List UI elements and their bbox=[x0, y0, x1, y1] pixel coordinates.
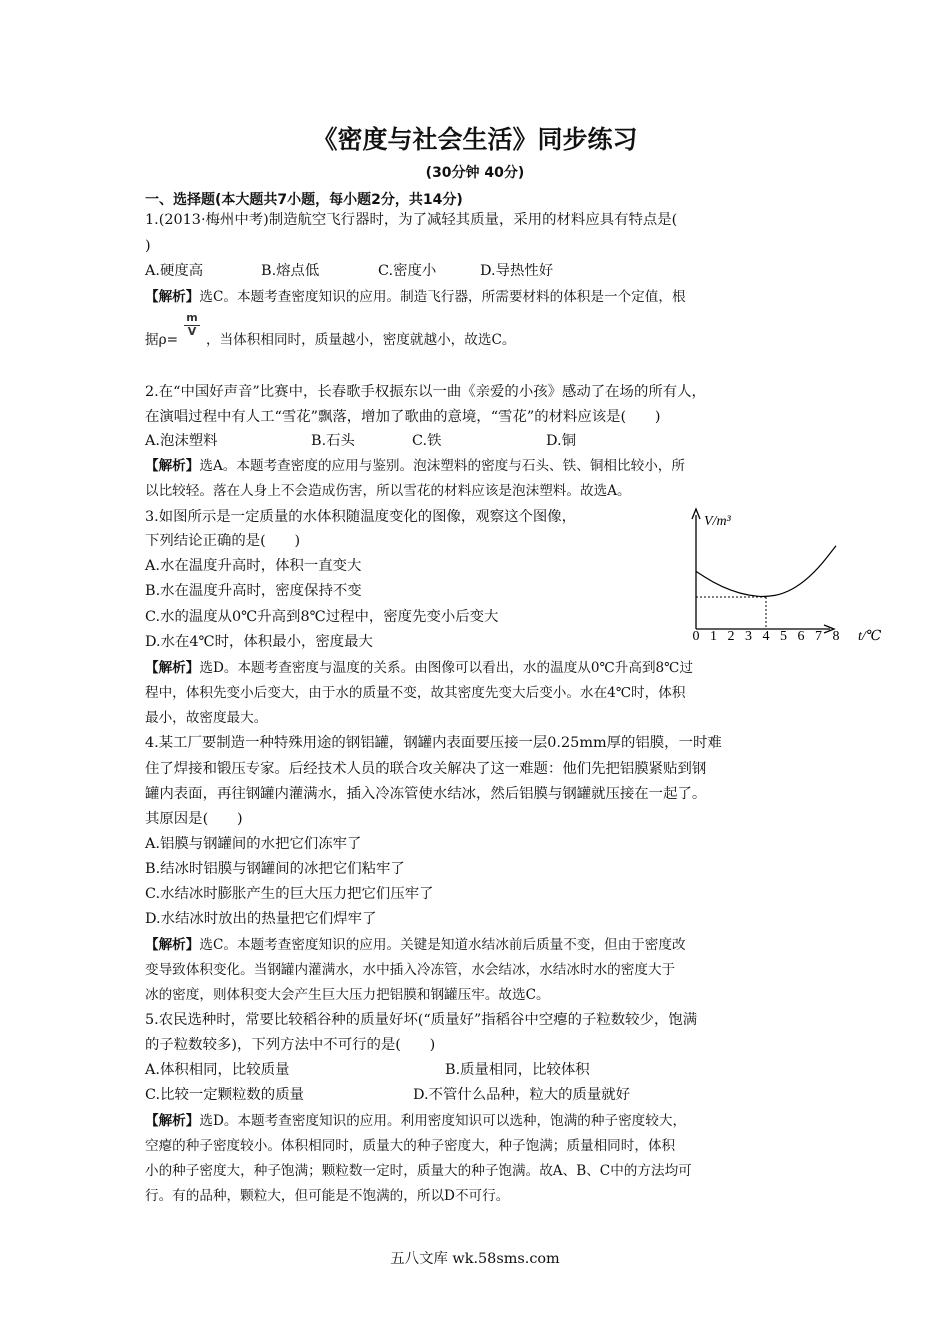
q2-option-b: B.石头 bbox=[311, 433, 355, 449]
section-heading: 一、选择题(本大题共7小题，每小题2分，共14分) bbox=[145, 192, 463, 208]
answer-tag: 【解析】 bbox=[145, 289, 200, 305]
q3-answer-line1: 【解析】选D。本题考查密度与温度的关系。由图像可以看出，水的温度从0℃升高到8℃过 bbox=[145, 660, 693, 676]
q4-option-a: A.铝膜与钢罐间的水把它们冻牢了 bbox=[145, 836, 362, 852]
q4-answer-line3: 冰的密度，则体积变大会产生巨大压力把铝膜和钢罐压牢。故选C。 bbox=[145, 987, 550, 1003]
q3-option-b: B.水在温度升高时，密度保持不变 bbox=[145, 583, 362, 599]
q4-stem-line2: 住了焊接和锻压专家。后经技术人员的联合攻关解决了这一难题：他们先把铝膜紧贴到钢 bbox=[145, 761, 707, 777]
q1-option-a: A.硬度高 bbox=[145, 263, 204, 279]
q5-answer-line4: 行。有的品种，颗粒大，但可能是不饱满的，所以D不可行。 bbox=[145, 1188, 510, 1204]
answer-tag: 【解析】 bbox=[145, 1113, 200, 1129]
q3-option-c: C.水的温度从0℃升高到8℃过程中，密度先变小后变大 bbox=[145, 609, 499, 625]
q1-fraction: m V bbox=[184, 312, 200, 338]
q5-option-c: C.比较一定颗粒数的质量 bbox=[145, 1087, 304, 1103]
q5-option-d: D.不管什么品种，粒大的质量就好 bbox=[413, 1087, 631, 1103]
footer-watermark: 五八文库 wk.58sms.com bbox=[390, 1251, 560, 1267]
page-title: 《密度与社会生活》同步练习 bbox=[312, 125, 638, 154]
q1-option-d: D.导热性好 bbox=[480, 263, 554, 279]
answer-tag: 【解析】 bbox=[145, 458, 200, 474]
q2-answer-line1: 【解析】选A。本题考查密度的应用与鉴别。泡沫塑料的密度与石头、铁、铜相比较小，所 bbox=[145, 458, 685, 474]
q5-stem-line1: 5.农民选种时，常要比较稻谷种的质量好坏(“质量好”指稻谷中空瘪的子粒数较少，饱满 bbox=[145, 1012, 698, 1028]
x-tick-label: 5 bbox=[780, 629, 787, 644]
q4-stem-line4: 其原因是( ) bbox=[145, 811, 243, 827]
x-tick-label: 1 bbox=[710, 629, 717, 644]
q5-answer-line2: 空瘪的种子密度较小。体积相同时，质量大的种子密度大，种子饱满；质量相同时，体积 bbox=[145, 1138, 676, 1154]
q2-stem-line2: 在演唱过程中有人工“雪花”飘落，增加了歌曲的意境，“雪花”的材料应该是( ) bbox=[145, 409, 661, 425]
q2-option-a: A.泡沫塑料 bbox=[145, 433, 218, 449]
x-tick-label: 6 bbox=[797, 629, 805, 644]
q4-answer-line2: 变导致体积变化。当钢罐内灌满水，水中插入冷冻管，水会结冰，水结冰时水的密度大于 bbox=[145, 962, 676, 978]
q2-option-d: D.铜 bbox=[546, 433, 576, 449]
x-tick-labels bbox=[693, 629, 840, 644]
q5-option-a: A.体积相同，比较质量 bbox=[145, 1062, 290, 1078]
page-subtitle: (30分钟 40分) bbox=[425, 165, 525, 181]
q1-option-b: B.熔点低 bbox=[261, 263, 320, 279]
q4-option-b: B.结冰时铝膜与钢罐间的冰把它们粘牢了 bbox=[145, 861, 405, 877]
q1-stem-line2: ) bbox=[145, 238, 151, 254]
q2-option-c: C.铁 bbox=[412, 433, 442, 449]
q2-stem-line1: 2.在“中国好声音”比赛中，长春歌手权振东以一曲《亲爱的小孩》感动了在场的所有人， bbox=[145, 384, 706, 400]
y-axis-label: V/m³ bbox=[704, 514, 731, 529]
volume-temperature-chart bbox=[684, 505, 894, 655]
q4-stem-line1: 4.某工厂要制造一种特殊用途的钢铝罐，钢罐内表面要压接一层0.25mm厚的铝膜，一时难 bbox=[145, 735, 722, 751]
q5-stem-line2: 的子粒数较多)，下列方法中不可行的是( ) bbox=[145, 1037, 436, 1053]
q4-answer-line1: 【解析】选C。本题考查密度知识的应用。关键是知道水结冰前后质量不变，但由于密度改 bbox=[145, 937, 686, 953]
volume-curve bbox=[696, 546, 836, 597]
q5-option-b: B.质量相同，比较体积 bbox=[445, 1062, 590, 1078]
q5-answer-line1: 【解析】选D。本题考查密度知识的应用。利用密度知识可以选种，饱满的种子密度较大， bbox=[145, 1113, 687, 1129]
q4-stem-line3: 罐内表面，再往钢罐内灌满水，插入冷冻管使水结冰，然后铝膜与钢罐就压接在一起了。 bbox=[145, 786, 707, 802]
answer-tag: 【解析】 bbox=[145, 937, 200, 953]
x-tick-label: 2 bbox=[727, 629, 735, 644]
q2-answer-line2: 以比较轻。落在人身上不会造成伤害，所以雪花的材料应该是泡沫塑料。故选A。 bbox=[145, 483, 631, 499]
q1-answer-line1: 【解析】选C。本题考查密度知识的应用。制造飞行器，所需要材料的体积是一个定值，根 bbox=[145, 289, 686, 305]
q1-option-c: C.密度小 bbox=[378, 263, 437, 279]
q1-answer-line2: ，当体积相同时，质量越小，密度就越小，故选C。 bbox=[206, 332, 516, 348]
q1-stem-line1: 1.(2013·梅州中考)制造航空飞行器时，为了减轻其质量，采用的材料应具有特点是( bbox=[145, 212, 678, 228]
q3-stem-line1: 3.如图所示是一定质量的水体积随温度变化的图像，观察这个图像， bbox=[145, 509, 577, 525]
q3-stem-line2: 下列结论正确的是( ) bbox=[145, 533, 301, 549]
q3-answer-line3: 最小，故密度最大。 bbox=[145, 710, 268, 726]
q4-option-d: D.水结冰时放出的热量把它们焊牢了 bbox=[145, 911, 377, 927]
q3-option-d: D.水在4℃时，体积最小，密度最大 bbox=[145, 634, 373, 650]
q5-answer-line3: 小的种子密度大，种子饱满；颗粒数一定时，质量大的种子饱满。故A、B、C中的方法均可 bbox=[145, 1163, 692, 1179]
x-tick-label: 4 bbox=[762, 629, 770, 644]
answer-tag: 【解析】 bbox=[145, 660, 200, 676]
x-tick-label: 3 bbox=[745, 629, 752, 644]
q4-option-c: C.水结冰时膨胀产生的巨大压力把它们压牢了 bbox=[145, 886, 434, 902]
q3-option-a: A.水在温度升高时，体积一直变大 bbox=[145, 558, 362, 574]
q3-answer-line2: 程中，体积先变小后变大，由于水的质量不变，故其密度先变大后变小。水在4℃时，体积 bbox=[145, 685, 686, 701]
x-tick-label: 0 bbox=[692, 629, 700, 644]
q1-answer-line2-prefix: 据ρ= bbox=[145, 332, 178, 348]
x-tick-label: 8 bbox=[832, 629, 840, 644]
x-tick-label: 7 bbox=[815, 629, 822, 644]
x-axis-label: t/℃ bbox=[858, 629, 882, 644]
